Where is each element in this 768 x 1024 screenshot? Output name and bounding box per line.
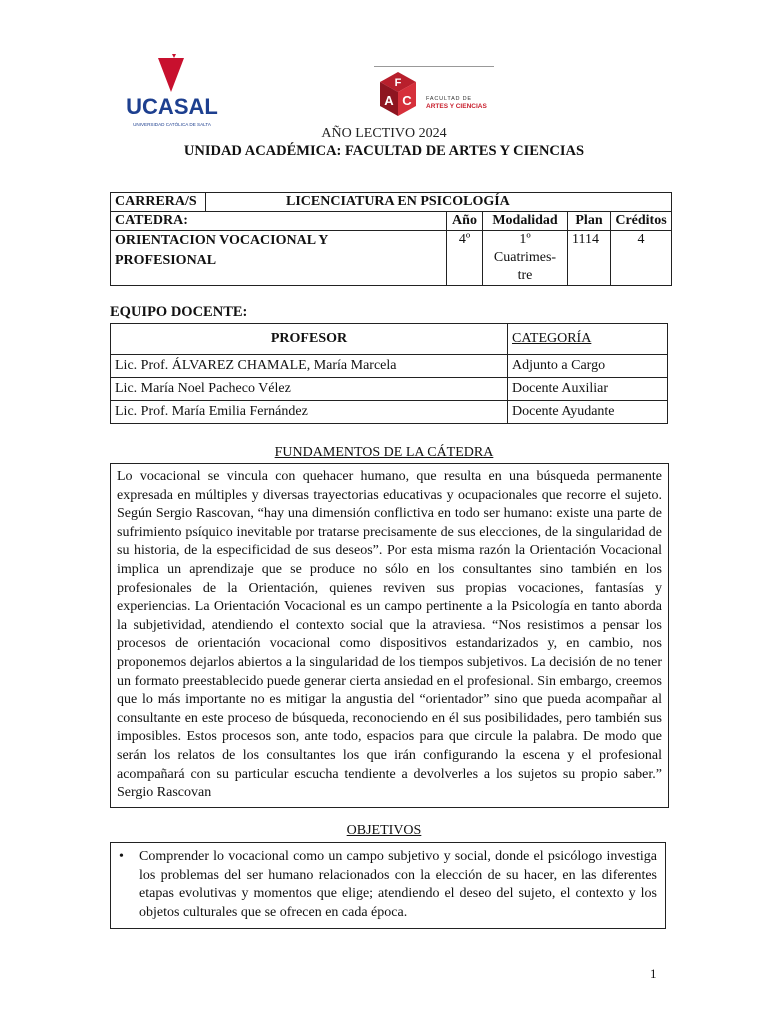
profesor-cell: Lic. Prof. María Emilia Fernández (111, 401, 508, 424)
facultad-line1: FACULTAD DE (426, 96, 472, 102)
ucasal-logo (106, 52, 238, 134)
list-item (119, 848, 657, 922)
cube-letter-a: A (384, 93, 394, 108)
table-row (111, 212, 672, 231)
page-number: 1 (650, 966, 657, 981)
bullet-icon: • (119, 849, 124, 864)
profesor-cell: Lic. Prof. ÁLVAREZ CHAMALE, María Marcela (111, 355, 508, 378)
profesor-cell: Lic. María Noel Pacheco Vélez (111, 378, 508, 401)
catedra-value (111, 231, 447, 286)
cube-letter-c: C (402, 93, 412, 108)
catedra-line-2: PROFESIONAL (115, 253, 217, 268)
table-row (111, 401, 668, 424)
col-categoria: CATEGORÍA (508, 324, 668, 355)
fundamentos-title: FUNDAMENTOS DE LA CÁTEDRA (274, 445, 494, 460)
course-table (110, 192, 672, 286)
modalidad-value (483, 231, 568, 286)
cube-letter-f: F (394, 77, 402, 89)
col-profesor: PROFESOR (111, 324, 508, 355)
equipo-table (110, 323, 668, 424)
modalidad-line-2: Cuatrimes- (493, 250, 557, 265)
table-row (111, 324, 668, 355)
objetivos-box (110, 842, 666, 929)
objetivo-text: Comprender lo vocacional como un campo subjetivo y social, donde el psicólogo investiga los problemas del ser humano relacionados con la elección de su hacer, en las diferentes etapas evolutivas y momentos que elige; atendiendo el deseo del sujeto, el contexto y los objetos culturales que se ofrecen en cada época. (139, 849, 657, 920)
facultad-line2: ARTES Y CIENCIAS (426, 103, 487, 110)
table-row (111, 378, 668, 401)
col-creditos: Créditos (611, 212, 672, 231)
ucasal-subtitle: UNIVERSIDAD CATÓLICA DE SALTA (133, 122, 211, 127)
table-row (111, 193, 672, 212)
col-modalidad: Modalidad (483, 212, 568, 231)
facultad-logo (374, 70, 502, 130)
modalidad-line-1: 1º (519, 232, 531, 247)
table-row (111, 231, 672, 286)
catedra-label: CATEDRA: (111, 212, 447, 231)
fundamentos-text: Lo vocacional se vincula con quehacer humano, que resulta en una búsqueda permanente expresada en múltiples y diversas trayectorias educativas y ocupacionales que recorre el sujeto. Según Sergio Rascovan, “hay una dimensión conflictiva en todo ser humano: existe una parte de sufrimiento psíquico inevitable por tratarse precisamente de sus elecciones, de la singularidad de su historia, de la especificidad de sus deseos”. Por esta misma razón la Orientación Vocacional implica un aprendizaje que se produce no sólo en los consultantes sino también en los profesionales de la Orientación, quienes reviven sus propias vocaciones, fantasías y experiencias. La Orientación Vocacional es un campo pertinente a la Psicología en tanto aborda la subjetividad, atendiendo el contexto social que la atraviesa. “Nos resistimos a pensar los procesos de orientación vocacional como dispositivos estandarizados y, en cambio, nos proponemos dejarlos abiertos a la singularidad de los tiempos subjetivos. La decisión de no tener un formato preestablecido puede generar cierta ansiedad en el profesional. Sin embargo, creemos que lo más importante no es mitigar la angustia del “orientador” sino que pueda acompañar al consultante en este proceso de búsqueda, reconociendo en él sus posibilidades, pero también sus imposibles. Estos procesos son, ante todo, espacios para que circule la palabra. De modo que serán los relatos de los consultantes los que irán configurando la escena y el profesional acompañará con su particular escucha tendiente a devolverles a los sujetos su propio saber.” Sergio Rascovan (110, 463, 669, 808)
carrera-label: CARRERA/S (111, 193, 206, 212)
ucasal-brand: UCASAL (126, 94, 218, 119)
col-anio: Año (447, 212, 483, 231)
logo-divider (374, 66, 494, 67)
anio-value: 4º (447, 231, 483, 286)
objetivos-title: OBJETIVOS (346, 823, 422, 838)
categoria-cell: Adjunto a Cargo (508, 355, 668, 378)
categoria-cell: Docente Ayudante (508, 401, 668, 424)
creditos-value: 4 (611, 231, 672, 286)
carrera-value: LICENCIATURA EN PSICOLOGÍA (206, 193, 672, 212)
categoria-cell: Docente Auxiliar (508, 378, 668, 401)
modalidad-line-3: tre (517, 268, 533, 283)
equipo-title: EQUIPO DOCENTE: (110, 304, 248, 320)
table-row (111, 355, 668, 378)
catedra-line-1: ORIENTACION VOCACIONAL Y (115, 233, 329, 248)
academic-year: AÑO LECTIVO 2024 (321, 126, 447, 141)
plan-value: 1114 (568, 231, 611, 286)
unit-title: UNIDAD ACADÉMICA: FACULTAD DE ARTES Y CIENCIAS (183, 143, 585, 159)
col-plan: Plan (568, 212, 611, 231)
